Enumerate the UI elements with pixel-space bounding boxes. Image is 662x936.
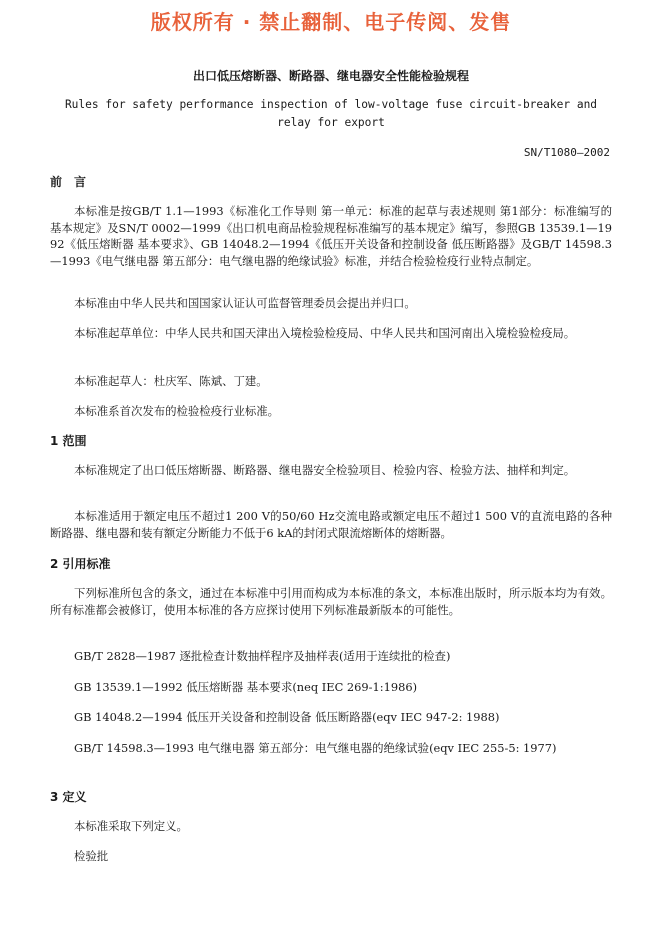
reference-item: GB 14048.2—1994 低压开关设备和控制设备 低压断路器(eqv IEC 947-2: 1988) (74, 710, 500, 724)
standard-number: SN/T1080—2002 (523, 146, 610, 159)
definition-term: 检验批 (74, 849, 109, 863)
section-2-heading: 2 引用标准 (50, 557, 111, 571)
document-title: 出口低压熔断器、断路器、继电器安全性能检验规程 (192, 69, 469, 83)
preface-heading: 前言 (50, 175, 99, 189)
scope-paragraph: 本标准规定了出口低压熔断器、断路器、继电器安全检验项目、检验内容、检验方法、抽样和判定。 (74, 463, 576, 477)
preface-paragraph: 本标准起草人：杜庆军、陈斌、丁建。 (74, 374, 268, 388)
scope-paragraph: 本标准适用于额定电压不超过1 200 V的50/60 Hz交流电路或额定电压不超过1 500 V的直流电路的各种断路器、继电器和装有额定分断能力不低于6 kA的封闭式限流熔断体的熔断器。 (50, 509, 612, 540)
section-3-heading: 3 定义 (50, 790, 87, 804)
reference-item: GB/T 14598.3—1993 电气继电器 第五部分：电气继电器的绝缘试验(eqv IEC 255-5: 1977) (74, 741, 557, 755)
preface-paragraph: 本标准由中华人民共和国国家认证认可监督管理委员会提出并归口。 (74, 296, 416, 310)
copyright-banner: 版权所有 · 禁止翻制、电子传阅、发售 (150, 10, 512, 34)
preface-paragraph: 本标准起草单位：中华人民共和国天津出入境检验检疫局、中华人民共和国河南出入境检验检疫局。 (74, 326, 576, 340)
preface-paragraph: 本标准是按GB/T 1.1—1993《标准化工作导则 第一单元：标准的起草与表述规则 第1部分：标准编写的基本规定》及SN/T 0002—1999《出口机电商品检验规程标准编写的基本规定》编写，参照GB 13539.1—1992《低压熔断器 基本要求》、GB 14048.2—1994《低压开关设备和控制设备 低压断路器》及GB/T 14598.3—1993《电气继电器 第五部分：电气继电器的绝缘试验》标准，并结合检验检疫行业特点制定。 (50, 204, 612, 268)
reference-item: GB/T 2828—1987 逐批检查计数抽样程序及抽样表(适用于连续批的检查) (74, 649, 451, 663)
definitions-paragraph: 本标准采取下列定义。 (74, 819, 188, 833)
document-title-english: Rules for safety performance inspection of low-voltage fuse circuit-breaker and relay for export (64, 98, 598, 129)
references-paragraph: 下列标准所包含的条文，通过在本标准中引用而构成为本标准的条文，本标准出版时，所示版本均为有效。所有标准都会被修订，使用本标准的各方应探讨使用下列标准最新版本的可能性。 (50, 586, 612, 617)
reference-item: GB 13539.1—1992 低压熔断器 基本要求(neq IEC 269-1:1986) (74, 680, 418, 694)
preface-paragraph: 本标准系首次发布的检验检疫行业标准。 (74, 404, 280, 418)
section-1-heading: 1 范围 (50, 434, 87, 448)
